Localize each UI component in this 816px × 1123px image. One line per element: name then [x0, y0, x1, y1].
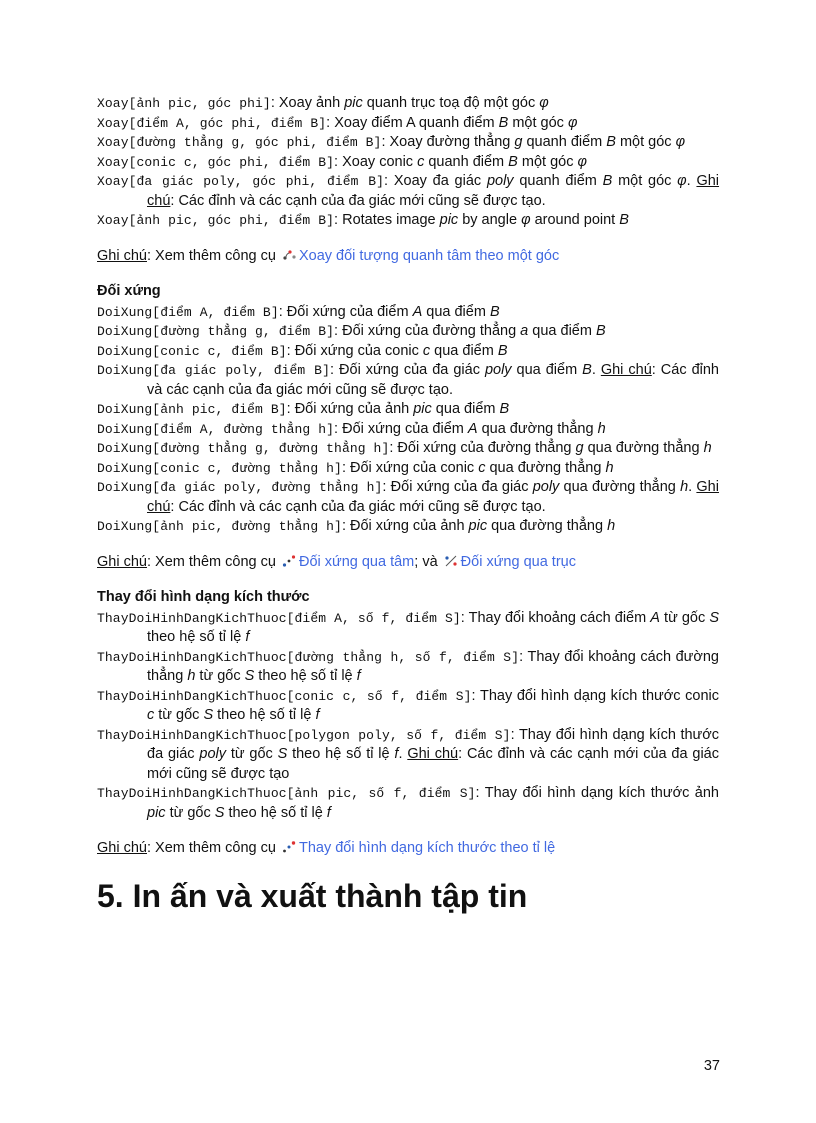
command-description: Thay đổi hình dạng kích thước ảnh pic từ gốc S theo hệ số tỉ lệ f: [147, 785, 719, 821]
command-entry: DoiXung[đường thẳng g, đường thẳng h]: Đối xứng của đường thẳng g qua đường thẳng h: [97, 440, 712, 456]
command-description: Đối xứng của ảnh pic qua đường thẳng h: [350, 518, 616, 534]
reflect-heading: Đối xứng: [97, 282, 161, 299]
command-entry: Xoay[đa giác poly, góc phi, điểm B]: Xoay đa giác poly quanh điểm B một góc φ. Ghi chú: Các đỉnh và các cạnh của đa giác mới cũng sẽ được tạo.: [97, 173, 720, 209]
command-entry: Xoay[conic c, góc phi, điểm B]: Xoay conic c quanh điểm B một góc φ: [97, 153, 587, 170]
command-syntax: Xoay[conic c, góc phi, điểm B]: [97, 154, 335, 170]
note-label: Ghi chú: [97, 553, 147, 570]
page-content: [97, 94, 719, 916]
note-separator: ; và: [414, 553, 438, 570]
command-syntax: DoiXung[ảnh pic, đường thẳng h]: [97, 519, 342, 534]
command-syntax: ThayDoiHinhDangKichThuoc[đường thẳng h, số f, điểm S]: [97, 649, 520, 665]
command-entry: DoiXung[ảnh pic, đường thẳng h]: Đối xứng của ảnh pic qua đường thẳng h: [97, 518, 616, 534]
note-text: : Xem thêm công cụ: [146, 247, 276, 264]
dilate-heading: Thay đổi hình dạng kích thước: [97, 588, 310, 605]
command-syntax: DoiXung[điểm A, điểm B]: [97, 304, 279, 320]
command-entry: ThayDoiHinhDangKichThuoc[conic c, số f, điểm S]: Thay đổi hình dạng kích thước conic c từ gốc S theo hệ số tỉ lệ f: [97, 687, 720, 723]
reflect-line-tool-icon: [444, 555, 458, 567]
command-entry: Xoay[ảnh pic, góc phi, điểm B]: Rotates image pic by angle φ around point B: [97, 212, 629, 228]
dilate-tool-icon: [282, 841, 296, 853]
command-description: Đối xứng của điểm A qua điểm B: [286, 303, 500, 320]
command-description: Xoay conic c quanh điểm B một góc φ: [342, 153, 587, 170]
command-syntax: ThayDoiHinhDangKichThuoc[polygon poly, số f, điểm S]: [97, 727, 511, 743]
command-entry: Xoay[ảnh pic, góc phi]: Xoay ảnh pic quanh trục toạ độ một góc φ: [97, 95, 549, 111]
command-syntax: Xoay[đường thẳng g, góc phi, điểm B]: [97, 135, 382, 150]
note-text: : Xem thêm công cụ: [146, 553, 276, 570]
command-description: Đối xứng của conic c qua đường thẳng h: [350, 459, 614, 476]
rotate-note: [97, 246, 719, 266]
note-text: : Xem thêm công cụ: [146, 840, 276, 856]
command-entry: ThayDoiHinhDangKichThuoc[polygon poly, số f, điểm S]: Thay đổi hình dạng kích thước đa giác poly từ gốc S theo hệ số tỉ lệ f. Ghi chú: Các đỉnh và các cạnh mới của đa giác mới cũng sẽ được tạo: [97, 726, 720, 782]
command-entry: DoiXung[đường thẳng g, điểm B]: Đối xứng của đường thẳng a qua điểm B: [97, 323, 606, 339]
command-syntax: Xoay[điểm A, góc phi, điểm B]: [97, 115, 327, 131]
reflect-command-list: [97, 303, 719, 537]
command-syntax: ThayDoiHinhDangKichThuoc[conic c, số f, điểm S]: [97, 688, 472, 704]
command-description: Xoay đa giác poly quanh điểm B một góc φ. Ghi chú: Các đỉnh và các cạnh của đa giác mới cũng sẽ được tạo.: [147, 173, 720, 209]
dilate-note: [97, 838, 719, 858]
command-entry: DoiXung[điểm A, điểm B]: Đối xứng của điểm A qua điểm B: [97, 303, 500, 320]
command-syntax: ThayDoiHinhDangKichThuoc[điểm A, số f, điểm S]: [97, 610, 461, 626]
command-entry: DoiXung[conic c, đường thẳng h]: Đối xứng của conic c qua đường thẳng h: [97, 459, 614, 476]
command-syntax: Xoay[ảnh pic, góc phi]: [97, 96, 271, 111]
dilate-command-list: [97, 609, 719, 824]
command-entry: ThayDoiHinhDangKichThuoc[điểm A, số f, điểm S]: Thay đổi khoảng cách điểm A từ gốc S theo hệ số tỉ lệ f: [97, 609, 720, 645]
command-description: Rotates image pic by angle φ around point B: [342, 212, 629, 228]
rotate-tool-icon: [282, 249, 296, 261]
command-description: Đối xứng của ảnh pic qua điểm B: [294, 401, 510, 417]
page-number: 37: [703, 1058, 720, 1074]
command-description: Đối xứng của đường thẳng a qua điểm B: [342, 323, 606, 339]
command-syntax: DoiXung[đường thẳng g, điểm B]: [97, 324, 335, 339]
command-description: Đối xứng của conic c qua điểm B: [294, 342, 508, 359]
command-description: Thay đổi hình dạng kích thước đa giác poly từ gốc S theo hệ số tỉ lệ f. Ghi chú: Các đỉnh và các cạnh mới của đa giác mới cũng sẽ được tạo: [147, 726, 720, 782]
dilate-tool-link[interactable]: Thay đổi hình dạng kích thước theo tỉ lệ: [298, 840, 556, 856]
command-description: Xoay ảnh pic quanh trục toạ độ một góc φ: [278, 95, 549, 111]
command-description: Đối xứng của điểm A qua đường thẳng h: [342, 420, 606, 437]
rotate-tool-link[interactable]: Xoay đối tượng quanh tâm theo một góc: [298, 247, 560, 264]
command-syntax: ThayDoiHinhDangKichThuoc[ảnh pic, số f, điểm S]: [97, 786, 476, 801]
command-description: Đối xứng của đường thẳng g qua đường thẳng h: [397, 440, 712, 456]
reflect-line-tool-link[interactable]: Đối xứng qua trục: [460, 553, 576, 570]
command-entry: DoiXung[conic c, điểm B]: Đối xứng của conic c qua điểm B: [97, 342, 508, 359]
reflect-point-tool-link[interactable]: Đối xứng qua tâm: [298, 553, 415, 570]
reflect-point-tool-icon: [282, 555, 296, 567]
command-description: Thay đổi khoảng cách điểm A từ gốc S theo hệ số tỉ lệ f: [147, 609, 720, 645]
command-description: Xoay đường thẳng g quanh điểm B một góc φ: [389, 134, 686, 150]
command-syntax: DoiXung[đa giác poly, điểm B]: [97, 363, 330, 378]
command-syntax: Xoay[đa giác poly, góc phi, điểm B]: [97, 174, 385, 189]
command-entry: Xoay[điểm A, góc phi, điểm B]: Xoay điểm A quanh điểm B một góc φ: [97, 114, 578, 131]
note-label: Ghi chú: [97, 247, 147, 264]
command-syntax: Xoay[ảnh pic, góc phi, điểm B]: [97, 213, 335, 228]
command-entry: Xoay[đường thẳng g, góc phi, điểm B]: Xoay đường thẳng g quanh điểm B một góc φ: [97, 134, 686, 150]
command-syntax: DoiXung[conic c, đường thẳng h]: [97, 460, 342, 476]
command-syntax: DoiXung[conic c, điểm B]: [97, 343, 287, 359]
command-description: Đối xứng của đa giác poly qua điểm B. Ghi chú: Các đỉnh và các cạnh của đa giác mới cũng sẽ được tạo.: [147, 362, 719, 398]
command-syntax: DoiXung[ảnh pic, điểm B]: [97, 402, 287, 417]
command-syntax: DoiXung[điểm A, đường thẳng h]: [97, 421, 335, 437]
command-entry: DoiXung[ảnh pic, điểm B]: Đối xứng của ảnh pic qua điểm B: [97, 401, 510, 417]
command-description: Đối xứng của đa giác poly qua đường thẳng h. Ghi chú: Các đỉnh và các cạnh của đa giác mới cũng sẽ được tạo.: [147, 479, 719, 515]
command-entry: ThayDoiHinhDangKichThuoc[đường thẳng h, số f, điểm S]: Thay đổi khoảng cách đường thẳng h từ gốc S theo hệ số tỉ lệ f: [97, 648, 719, 684]
command-entry: DoiXung[đa giác poly, điểm B]: Đối xứng của đa giác poly qua điểm B. Ghi chú: Các đỉnh và các cạnh của đa giác mới cũng sẽ được tạo.: [97, 362, 719, 398]
command-entry: DoiXung[điểm A, đường thẳng h]: Đối xứng của điểm A qua đường thẳng h: [97, 420, 606, 437]
note-label: Ghi chú: [97, 840, 147, 856]
command-entry: ThayDoiHinhDangKichThuoc[ảnh pic, số f, điểm S]: Thay đổi hình dạng kích thước ảnh pic từ gốc S theo hệ số tỉ lệ f: [97, 785, 719, 821]
command-syntax: DoiXung[đa giác poly, đường thẳng h]: [97, 480, 383, 495]
command-entry: DoiXung[đa giác poly, đường thẳng h]: Đối xứng của đa giác poly qua đường thẳng h. Ghi chú: Các đỉnh và các cạnh của đa giác mới cũng sẽ được tạo.: [97, 479, 719, 515]
command-description: Xoay điểm A quanh điểm B một góc φ: [334, 114, 578, 131]
command-description: Thay đổi khoảng cách đường thẳng h từ gốc S theo hệ số tỉ lệ f: [147, 648, 719, 684]
command-description: Thay đổi hình dạng kích thước conic c từ gốc S theo hệ số tỉ lệ f: [147, 687, 720, 723]
reflect-note: [97, 552, 719, 572]
rotate-command-list: [97, 94, 719, 231]
command-syntax: DoiXung[đường thẳng g, đường thẳng h]: [97, 441, 390, 456]
chapter-heading: 5. In ấn và xuất thành tập tin: [97, 878, 528, 914]
